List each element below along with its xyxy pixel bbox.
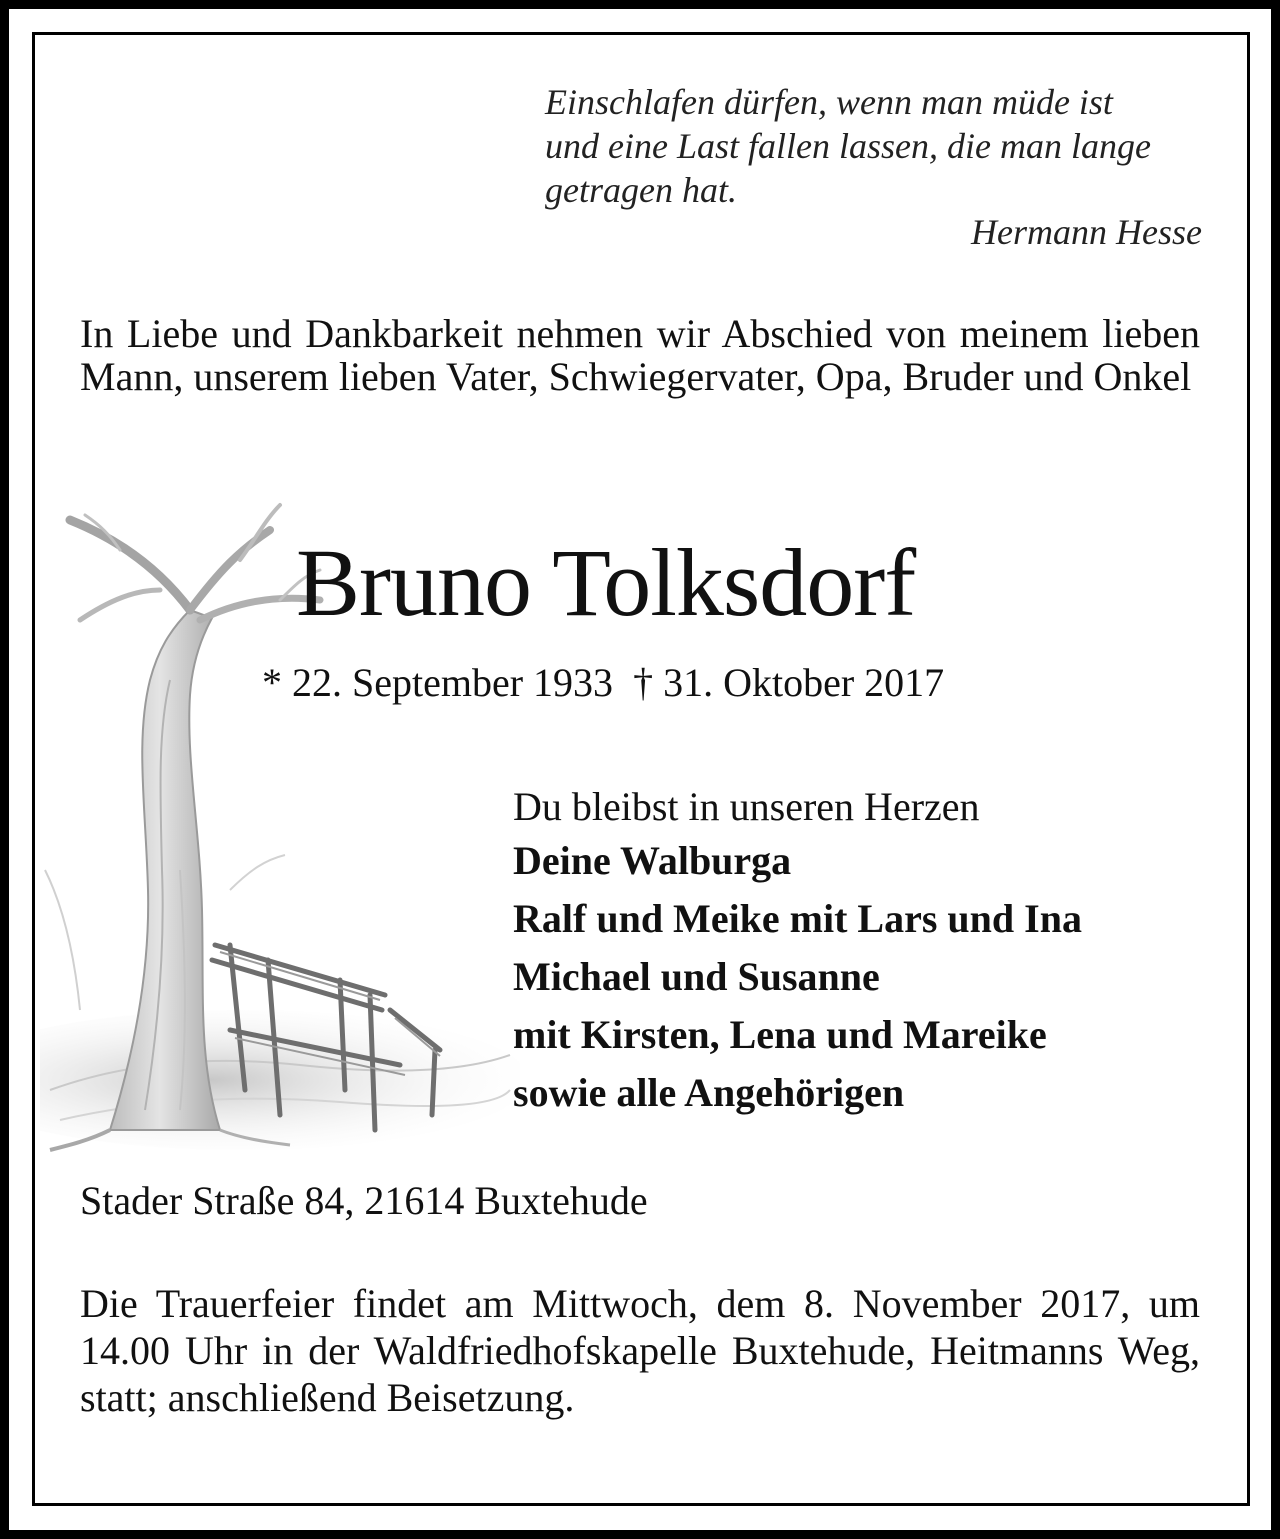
address: Stader Straße 84, 21614 Buxtehude xyxy=(80,1178,648,1223)
family-line: mit Kirsten, Lena und Mareike xyxy=(513,1012,1047,1057)
service-notice: Die Trauerfeier findet am Mittwoch, dem 8. November 2017, um 14.00 Uhr in der Waldfriedhofskapelle Buxtehude, Heitmanns Weg, statt; anschließend Beisetzung. xyxy=(80,1281,1200,1420)
life-dates xyxy=(262,658,944,708)
quote-line: getragen hat. xyxy=(545,170,737,210)
deceased-name: Bruno Tolksdorf xyxy=(296,529,916,636)
family-line: Deine Walburga xyxy=(513,838,792,883)
quote-line: Einschlafen dürfen, wenn man müde ist xyxy=(545,82,1113,122)
quote-line: und eine Last fallen lassen, die man lange xyxy=(545,126,1151,166)
hesse-quote xyxy=(545,80,1205,212)
family-line: Ralf und Meike mit Lars und Ina xyxy=(513,896,1082,941)
quote-author: Hermann Hesse xyxy=(971,212,1202,252)
family-line: sowie alle Angehörigen xyxy=(513,1070,905,1115)
closing-block xyxy=(513,782,1233,1122)
death-date: † 31. Oktober 2017 xyxy=(633,660,945,705)
birth-date: * 22. September 1933 xyxy=(262,660,614,705)
family-line: Michael und Susanne xyxy=(513,954,880,999)
intro-text: In Liebe und Dankbarkeit nehmen wir Abschied von meinem lieben Mann, unserem lieben Vater, Schwiegervater, Opa, Bruder und Onkel xyxy=(80,311,1200,399)
closing-lead: Du bleibst in unseren Herzen xyxy=(513,784,980,829)
